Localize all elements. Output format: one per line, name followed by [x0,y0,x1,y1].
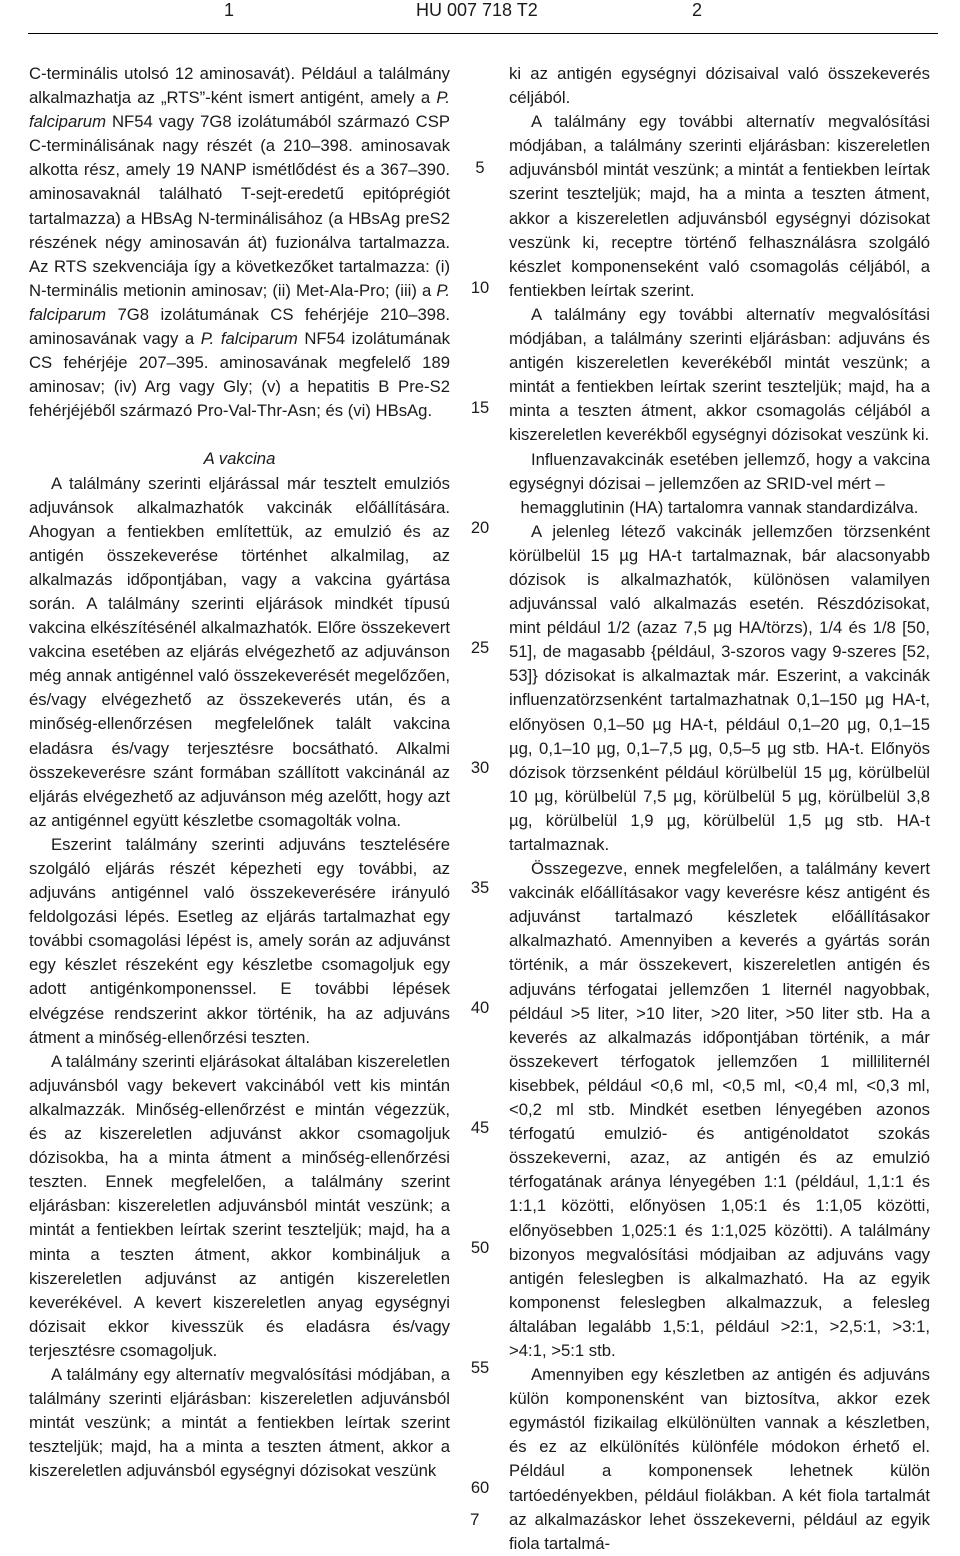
line-number: 55 [470,1359,490,1377]
right-paragraph-2: A találmány egy további alternatív megvalósítási módjában, a találmány szerinti eljárásban: kiszereletlen adjuvánsból mintát veszünk; a mintát a fentiekben leírtak szerint teszteljük; majd, ha a minta a teszten átment, akkor a kiszereletlen adjuvánsból egységnyi dózisokat veszünk ki, receptre történő felhasználásra szolgáló készlet komponenseként való csomagolás céljából, a fentiekben leírtak szerint. [509,112,930,300]
left-column [29,62,450,1483]
header-page-left: 1 [224,0,235,20]
header-rule [28,33,938,34]
line-number: 25 [470,639,490,657]
text-run: NF54 vagy 7G8 izolátumából származó CSP C-terminálisának nagy részét (a 210–398. aminosavak alkotta rész, amely 19 NANP ismétlődést és a 367–390. aminosavaknál található T-sejt-eredetű epitóprégiót tartalmazza) a HBsAg N-terminálisához (a HBsAg preS2 részének négy aminosaván át) fuzionálva tartalmazza. Az RTS szekvenciája így a következőket tartalmazza: (i) N-terminális metionin aminosav; (ii) Met-Ala-Pro; (iii) a [29,112,450,300]
line-number: 60 [470,1479,490,1497]
right-paragraph-4-last-line: hemagglutinin (HA) tartalomra vannak standardizálva. [520,497,919,517]
species-name: P. falciparum [200,329,298,349]
line-number: 20 [470,519,490,537]
header-page-right: 2 [692,0,703,20]
line-number: 10 [470,279,490,297]
left-paragraph-3: Eszerint találmány szerinti adjuváns tesztelésére szolgáló eljárás részét képezheti egy további, az adjuváns antigénnel való összekeverésére irányuló feldolgozási lépés. Esetleg az eljárás tartalmazhat egy további csomagolási lépést is, amely során az adjuvánst egy készlet részeként egy készletbe csomagoljuk egy adott antigénkomponenssel. E további lépések elvégzése rendszerint akkor történik, ha az adjuváns átment a minőség-ellenőrzési teszten. [29,834,450,1047]
text-run: Influenzavakcinák esetében jellemző, hogy a vakcina egységnyi dózisai – jellemzően az SRID-vel mért – [509,449,930,493]
text-run: C-terminális utolsó 12 aminosavát). Például a találmány alkalmazhatja az „RTS”-ként ismert antigént, amely a [29,64,450,108]
right-paragraph-1: ki az antigén egységnyi dózisaival való összekeverés céljából. [509,64,930,108]
left-paragraph-5: A találmány egy alternatív megvalósítási módjában, a találmány szerinti eljárásban: kiszereletlen adjuvánsból mintát veszünk; a mintát a fentiekben leírtak szerint teszteljük; majd, ha a minta a teszten átment, akkor a kiszereletlen adjuvánsból egységnyi dózisokat veszünk [29,1364,450,1481]
right-column [509,62,930,1556]
line-number: 35 [470,879,490,897]
text-run: 7G8 izolátumának CS fehérjéje 210–398. aminosavának vagy a [29,304,450,349]
right-paragraph-5: A jelenleg létező vakcinák jellemzően törzsenként körülbelül 15 µg HA-t tartalmaznak, bár alacsonyabb dózisok is alkalmazhatók, különösen valamilyen adjuvánssal való alkalmazás esetén. Részdózisokat, mint például 1/2 (azaz 7,5 µg HA/törzs), 1/4 és 1/8 [50, 51], de magasabb {például, 3-szoros vagy 9-szeres [52, 53]} dózisokat is alkalmaztak már. Eszerint, a vakcinák influenzatörzsenként tartalmazhatnak 0,1–150 µg HA-t, előnyösen 0,1–50 µg HA-t, például 0,1–20 µg, 0,1–15 µg, 0,1–10 µg, 0,1–7,5 µg, 0,5–5 µg stb. HA-t. Előnyös dózisok törzsenként például körülbelül 15 µg, körülbelül 10 µg, körülbelül 7,5 µg, körülbelül 5 µg, körülbelül 3,8 µg, körülbelül 1,9 µg, körülbelül 1,5 µg stb. HA-t tartalmaznak. [509,521,930,854]
section-heading-text: A vakcina [203,449,276,469]
right-paragraph-4 [509,448,930,496]
right-paragraph-3: A találmány egy további alternatív megvalósítási módjában, a találmány szerinti eljárásban: adjuváns és antigén kiszereletlen keverékéből mintát veszünk; a mintát a fentiekben leírtak szerint teszteljük; majd, ha a minta a teszten átment, akkor csomagolás céljából a kiszereletlen keverékből egységnyi dózisokat veszünk ki. [509,304,930,445]
line-number: 45 [470,1119,490,1137]
species-name: P. falciparum [29,88,450,132]
section-heading [29,447,450,471]
line-number: 30 [470,759,490,777]
line-number: 5 [475,159,485,177]
right-paragraph-7: Amennyiben egy készletben az antigén és adjuváns külön komponensként van biztosítva, akkor ezek egymástól fizikailag elkülönülten vannak a készletben, és ez az elkülönítés különféle módokon érhető el. Például a komponensek lehetnek külön tartóedényekben, például fiolákban. A két fiola tartalmát az alkalmazáskor lehet összekeverni, például az egyik fiola tartalmá- [509,1365,930,1553]
right-paragraph-6: Összegezve, ennek megfelelően, a találmány kevert vakcinák előállításakor vagy keverésre kész antigént és adjuvánst tartalmazó készletek előállításakor alkalmazható. Amennyiben a keverés a gyártás során történik, a már összekevert, kiszereletlen antigén és adjuváns térfogatai jellemzően 1 liternél nagyobbak, például >5 liter, >10 liter, >20 liter, >50 liter stb. Ha a keverés az alkalmazás időpontjában történik, a már összekevert térfogatok jellemzően 1 milliliternél kisebbek, például <0,6 ml, <0,5 ml, <0,4 ml, <0,3 ml, <0,2 ml stb. Mindkét esetben lényegében azonos térfogatú emulzió- és antigénoldatot szokás összekeverni, azaz, az antigén és az emulzió térfogatának aránya lényegében 1:1 (például, 1,1:1 és 1:1,1 közötti, előnyösen 1,05:1 és 1:1,05 közötti, előnyösebben 1,025:1 és 1:1,025 közötti). A találmány bizonyos megvalósítási módjaiban az adjuváns vagy antigén feleslegben is alkalmazható. Ha az egyik komponenst feleslegben alkalmazzuk, a felesleg általában legalább 1,5:1, például >2:1, >2,5:1, >3:1, >4:1, >5:1 stb. [509,859,930,1360]
line-number: 15 [470,399,490,417]
species-name: P. falciparum [29,280,450,324]
header-doc-id: HU 007 718 T2 [416,0,538,20]
line-number: 50 [470,1239,490,1257]
line-number: 40 [470,999,490,1017]
footer-page-number: 7 [470,1510,480,1529]
left-paragraph-1 [29,62,450,423]
left-paragraph-4: A találmány szerinti eljárásokat általában kiszereletlen adjuvánsból vagy bekevert vakcinából vett kis mintán alkalmazzák. Minőség-ellenőrzést e mintán végezzük, és az kiszereletlen adjuvánst akkor csomagoljuk dózisokba, ha a minta átment a minőség-ellenőrzési teszten. Ennek megfelelően, a találmány szerint eljárásban: kiszereletlen adjuvánsból mintát veszünk; a mintát a fentiekben leírtak szerint teszteljük; majd, ha a minta a teszten átment, akkor kombináljuk a kiszereletlen adjuvánst az antigén kiszereletlen keverékével. A kevert kiszereletlen anyag egységnyi dózisait ekkor kivesszük és eladásra és/vagy terjesztésre csomagoljuk. [29,1051,450,1360]
left-paragraph-2: A találmány szerinti eljárással már tesztelt emulziós adjuvánsok alkalmazhatók vakcinák előállítására. Ahogyan a fentiekben említettük, az emulzió és az antigén összekeverése történhet alkalmilag, az alkalmazás időpontjában, vagy a vakcina gyártása során. A találmány szerinti eljárások mindkét típusú vakcina elkészítésénél alkalmazhatók. Előre összekevert vakcina esetében az eljárás elvégezhető az adjuvánson még annak antigénnel való összekeverését megelőzően, és/vagy elvégezhető az összekeverés után, és a minőség-ellenőrzésen megfelelőnek talált vakcina eladásra és/vagy terjesztésre bocsátható. Alkalmi összekeverésre szánt formában szállított vakcinánál az eljárás elvégezhető az adjuvánson még azelőtt, hogy azt az antigénnel együtt készletbe csomagolták volna. [29,473,450,830]
text-run: NF54 izolátumának CS fehérjéje 207–395. aminosavának megfelelő 189 aminosav; (iv) Arg vagy Gly; (v) a hepatitis B Pre-S2 fehérjéjéből származó Pro-Val-Thr-Asn; és (vi) HBsAg. [29,329,451,421]
